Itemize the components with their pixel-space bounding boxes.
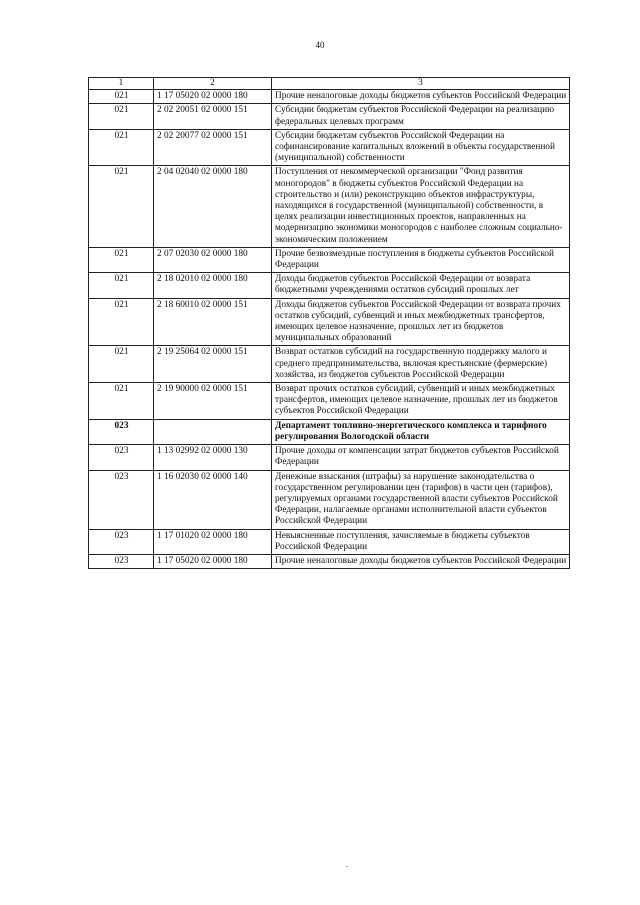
revenue-code-cell — [154, 419, 272, 444]
revenue-code-cell: 2 18 60010 02 0000 151 — [154, 298, 272, 346]
revenue-name-cell: Прочие безвозмездные поступления в бюджеты субъектов Российской Федерации — [272, 247, 570, 272]
table-row — [89, 166, 570, 247]
revenue-name-cell: Поступления от некоммерческой организации "Фонд развития моногородов" в бюджеты субъектов Российской Федерации на строительство и (или) реконструкцию объектов инфраструктуры, находящихся в государственной (муниципальной) собственности, в целях реализации инвестиционных проектов, направленных на модернизацию экономики моногородов с наиболее сложным социально-экономическим положением — [272, 166, 570, 247]
table-row — [89, 247, 570, 272]
admin-code-cell: 021 — [89, 90, 154, 104]
table-body — [89, 90, 570, 569]
revenue-name-cell: Субсидии бюджетам субъектов Российской Федерации на софинансирование капитальных вложений в объекты государственной (муниципальной) собственности — [272, 129, 570, 166]
revenue-name-cell: Прочие доходы от компенсации затрат бюджетов субъектов Российской Федерации — [272, 445, 570, 470]
table-row — [89, 90, 570, 104]
table-row — [89, 383, 570, 420]
revenue-codes-table — [88, 77, 570, 569]
revenue-name-cell: Прочие неналоговые доходы бюджетов субъектов Российской Федерации — [272, 90, 570, 104]
admin-code-cell: 023 — [89, 445, 154, 470]
revenue-name-cell: Прочие неналоговые доходы бюджетов субъектов Российской Федерации — [272, 554, 570, 568]
revenue-code-cell: 2 19 25064 02 0000 151 — [154, 346, 272, 383]
revenue-code-cell: 1 13 02992 02 0000 130 — [154, 445, 272, 470]
revenue-code-cell: 2 02 20077 02 0000 151 — [154, 129, 272, 166]
revenue-code-cell: 1 17 05020 02 0000 180 — [154, 554, 272, 568]
table-row — [89, 470, 570, 529]
revenue-name-cell: Возврат прочих остатков субсидий, субвенций и иных межбюджетных трансфертов, имеющих целевое назначение, прошлых лет из бюджетов субъектов Российской Федерации — [272, 383, 570, 420]
revenue-code-cell: 2 18 02010 02 0000 180 — [154, 273, 272, 298]
revenue-code-cell: 2 02 20051 02 0000 151 — [154, 104, 272, 129]
revenue-code-cell: 2 19 90000 02 0000 151 — [154, 383, 272, 420]
admin-code-cell: 021 — [89, 346, 154, 383]
admin-code-cell: 021 — [89, 298, 154, 346]
admin-code-cell: 021 — [89, 166, 154, 247]
department-row — [89, 419, 570, 444]
admin-code-cell: 023 — [89, 470, 154, 529]
admin-code-cell: 023 — [89, 529, 154, 554]
revenue-name-cell: Доходы бюджетов субъектов Российской Федерации от возврата бюджетными учреждениями остатков субсидий прошлых лет — [272, 273, 570, 298]
admin-code-cell: 021 — [89, 273, 154, 298]
revenue-code-cell: 1 17 05020 02 0000 180 — [154, 90, 272, 104]
page-number: 40 — [315, 40, 325, 50]
revenue-name-cell: Департамент топливно-энергетического комплекса и тарифного регулирования Вологодской области — [272, 419, 570, 444]
column-header-code: 2 — [154, 78, 272, 90]
revenue-code-cell: 2 07 02030 02 0000 180 — [154, 247, 272, 272]
revenue-name-cell: Субсидии бюджетам субъектов Российской Федерации на реализацию федеральных целевых программ — [272, 104, 570, 129]
column-header-admin: 1 — [89, 78, 154, 90]
scan-mark — [346, 866, 348, 867]
table-row — [89, 298, 570, 346]
revenue-code-cell: 1 17 01020 02 0000 180 — [154, 529, 272, 554]
admin-code-cell: 021 — [89, 383, 154, 420]
table-row — [89, 445, 570, 470]
revenue-name-cell: Невыясненные поступления, зачисляемые в бюджеты субъектов Российской Федерации — [272, 529, 570, 554]
revenue-name-cell: Возврат остатков субсидий на государственную поддержку малого и среднего предпринимательства, включая крестьянские (фермерские) хозяйства, из бюджетов субъектов Российской Федерации — [272, 346, 570, 383]
admin-code-cell: 023 — [89, 554, 154, 568]
table-row — [89, 346, 570, 383]
admin-code-cell: 021 — [89, 129, 154, 166]
column-header-name: 3 — [272, 78, 570, 90]
table-row — [89, 554, 570, 568]
revenue-name-cell: Доходы бюджетов субъектов Российской Федерации от возврата прочих остатков субсидий, субвенций и иных межбюджетных трансфертов, имеющих целевое назначение, прошлых лет из бюджетов муниципальных образований — [272, 298, 570, 346]
revenue-code-cell: 1 16 02030 02 0000 140 — [154, 470, 272, 529]
admin-code-cell: 021 — [89, 247, 154, 272]
table-header-row — [89, 78, 570, 90]
table-row — [89, 529, 570, 554]
admin-code-cell: 023 — [89, 419, 154, 444]
revenue-code-cell: 2 04 02040 02 0000 180 — [154, 166, 272, 247]
table-row — [89, 104, 570, 129]
table-row — [89, 129, 570, 166]
admin-code-cell: 021 — [89, 104, 154, 129]
table-row — [89, 273, 570, 298]
revenue-name-cell: Денежные взыскания (штрафы) за нарушение законодательства о государственном регулировании цен (тарифов) в части цен (тарифов), регулируемых органами государственной власти субъектов Российской Федерации, налагаемые органами исполнительной власти субъектов Российской Федерации — [272, 470, 570, 529]
